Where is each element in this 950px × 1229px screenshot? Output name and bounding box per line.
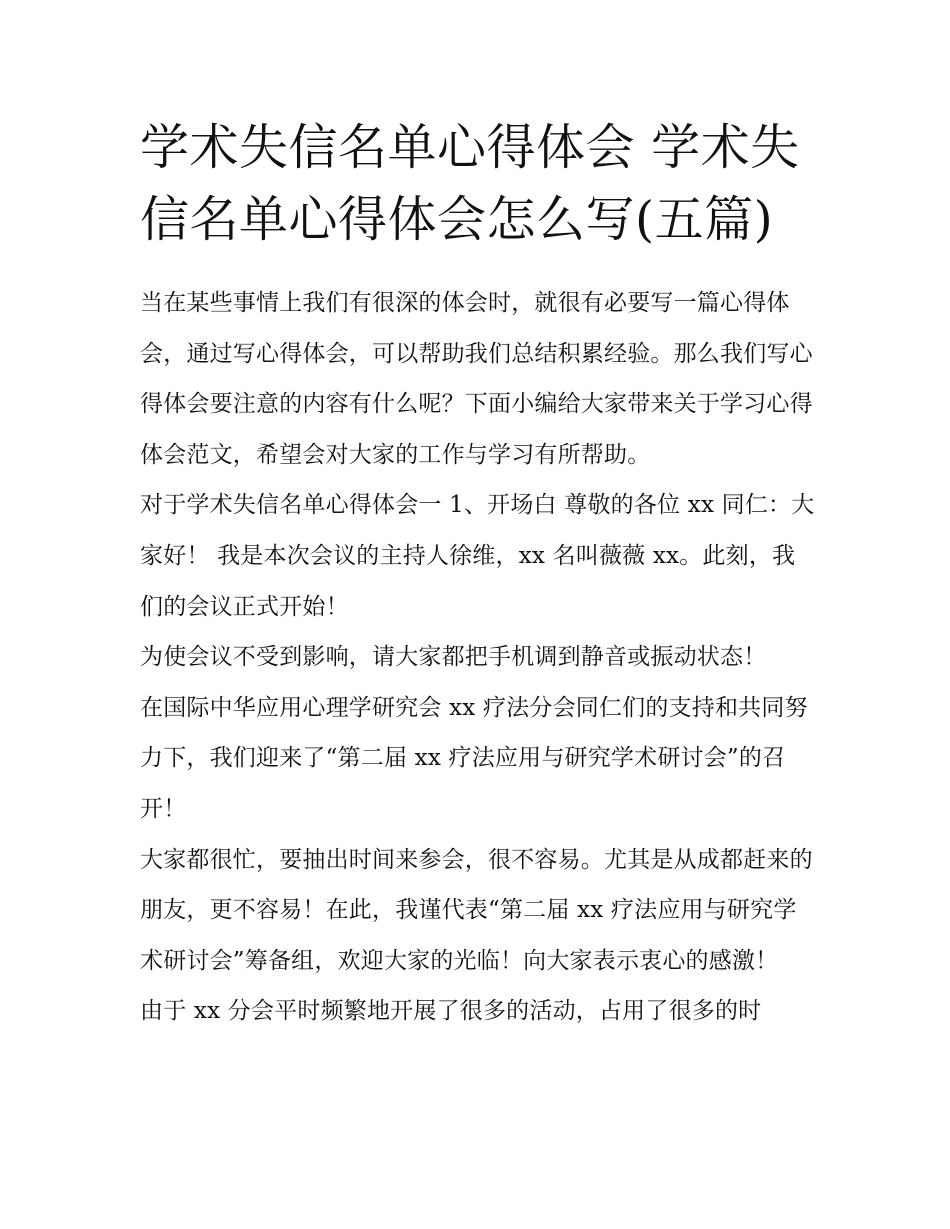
document-title: 学术失信名单心得体会 学术失信名单心得体会怎么写(五篇) xyxy=(140,119,800,248)
document-body xyxy=(140,278,815,1037)
document-page xyxy=(140,112,815,1037)
paragraph-activities: 由于 xx 分会平时频繁地开展了很多的活动，占用了很多的时 xyxy=(140,998,762,1025)
paragraph-welcome: 大家都很忙，要抽出时间来参会，很不容易。尤其是从成都赶来的朋友，更不容易！在此，我谨代表“第二届 xx 疗法应用与研究学术研讨会”筹备组，欢迎大家的光临！向大家表示衷心的感激！ xyxy=(140,846,813,974)
paragraph-intro: 当在某些事情上我们有很深的体会时，就很有必要写一篇心得体会，通过写心得体会，可以帮助我们总结积累经验。那么我们写心得体会要注意的内容有什么呢？下面小编给大家带来关于学习心得体会范文，希望会对大家的工作与学习有所帮助。 xyxy=(140,290,813,468)
paragraph-conference: 在国际中华应用心理学研究会 xx 疗法分会同仁们的支持和共同努力下，我们迎来了“第二届 xx 疗法应用与研究学术研讨会”的召开！ xyxy=(140,694,808,822)
paragraph-phone-notice: 为使会议不受到影响，请大家都把手机调到静音或振动状态！ xyxy=(140,644,767,671)
paragraph-opening: 对于学术失信名单心得体会一 1、开场白 尊敬的各位 xx 同仁：大家好！ 我是本次会议的主持人徐维，xx 名叫薇薇 xx。此刻，我们的会议正式开始！ xyxy=(140,492,815,620)
